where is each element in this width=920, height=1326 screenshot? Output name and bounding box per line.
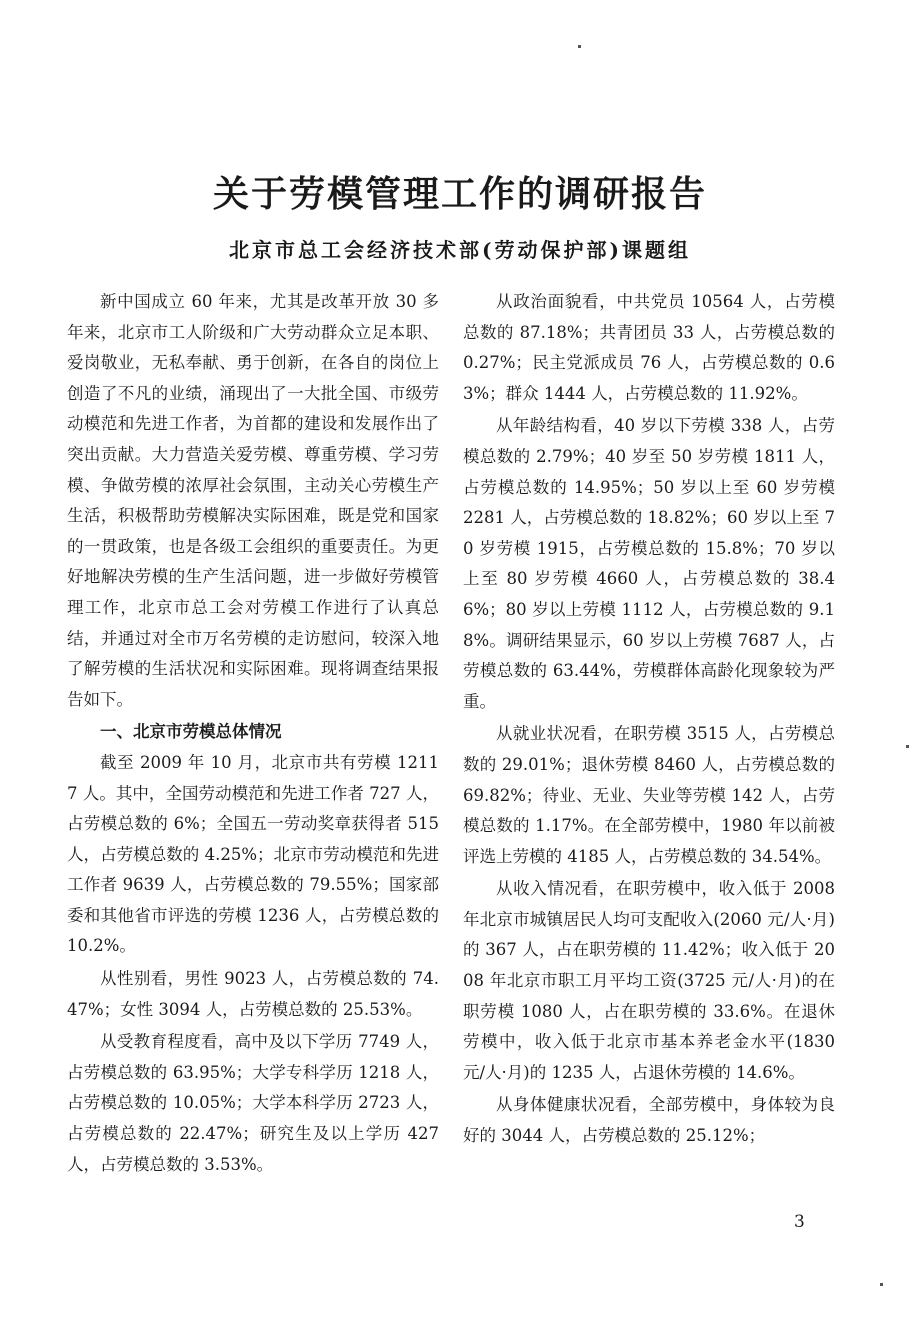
paragraph-income: 从收入情况看，在职劳模中，收入低于 2008 年北京市城镇居民人均可支配收入(2060 元/人·月)的 367 人，占在职劳模的 11.42%；收入低于 2008 年北京市职工月平均工资(3725 元/人·月)的在职劳模 1080 人，占在职劳模的 33.6%。在退休劳模中，收入低于北京市基本养老金水平(1830 元/人·月)的 1235 人，占退休劳模的 14.6%。 (463, 879, 835, 1082)
paragraph-health: 从身体健康状况看，全部劳模中，身体较为良好的 3044 人，占劳模总数的 25.12%； (463, 1095, 835, 1146)
page-number: 3 (794, 1212, 805, 1232)
paragraph-total: 截至 2009 年 10 月，北京市共有劳模 12117 人。其中，全国劳动模范和先进工作者 727 人，占劳模总数的 6%；全国五一劳动奖章获得者 515 人，占劳模总数的 4.25%；北京市劳动模范和先进工作者 9639 人，占劳模总数的 79.55%；国家部委和其他省市评选的劳模 1236 人，占劳模总数的 10.2%。 (67, 752, 439, 956)
section-heading: 一、北京市劳模总体情况 (100, 722, 282, 742)
paragraph-political: 从政治面貌看，中共党员 10564 人，占劳模总数的 87.18%；共青团员 33 人，占劳模总数的 0.27%；民主党派成员 76 人，占劳模总数的 0.63%；群众 1444 人，占劳模总数的 11.92%。 (463, 292, 835, 403)
paragraph-education: 从受教育程度看，高中及以下学历 7749 人，占劳模总数的 63.95%；大学专科学历 1218 人，占劳模总数的 10.05%；大学本科学历 2723 人，占劳模总数的 22.47%；研究生及以上学历 427 人，占劳模总数的 3.53%。 (67, 1032, 439, 1174)
right-column (463, 287, 835, 1154)
scan-speck (880, 1283, 883, 1286)
page-title: 关于劳模管理工作的调研报告 (212, 173, 707, 215)
intro-paragraph: 新中国成立 60 年来，尤其是改革开放 30 多年来，北京市工人阶级和广大劳动群众立足本职、爱岗敬业，无私奉献、勇于创新，在各自的岗位上创造了不凡的业绩，涌现出了一大批全国、市级劳动模范和先进工作者，为首都的建设和发展作出了突出贡献。大力营造关爱劳模、尊重劳模、学习劳模、争做劳模的浓厚社会氛围，主动关心劳模生产生活，积极帮助劳模解决实际困难，既是党和国家的一贯政策，也是各级工会组织的重要责任。为更好地解决劳模的生产生活问题，进一步做好劳模管理工作，北京市总工会对劳模工作进行了认真总结，并通过对全市万名劳模的走访慰问，较深入地了解劳模的生活状况和实际困难。现将调查结果报告如下。 (67, 292, 439, 709)
paragraph-age: 从年龄结构看，40 岁以下劳模 338 人，占劳模总数的 2.79%；40 岁至 50 岁劳模 1811 人，占劳模总数的 14.95%；50 岁以上至 60 岁劳模 2281 人，占劳模总数的 18.82%；60 岁以上至 70 岁劳模 1915，占劳模总数的 15.8%；70 岁以上至 80 岁劳模 4660 人，占劳模总数的 38.46%；80 岁以上劳模 1112 人，占劳模总数的 9.18%。调研结果显示，60 岁以上劳模 7687 人，占劳模总数的 63.44%，劳模群体高龄化现象较为严重。 (463, 416, 835, 711)
author-line: 北京市总工会经济技术部(劳动保护部)课题组 (229, 238, 691, 262)
scan-speck (906, 745, 909, 748)
scan-speck (578, 45, 581, 48)
paragraph-gender: 从性别看，男性 9023 人，占劳模总数的 74.47%；女性 3094 人，占劳模总数的 25.53%。 (67, 969, 439, 1019)
paragraph-employment: 从就业状况看，在职劳模 3515 人，占劳模总数的 29.01%；退休劳模 8460 人，占劳模总数的 69.82%；待业、无业、失业等劳模 142 人，占劳模总数的 1.17%。在全部劳模中，1980 年以前被评选上劳模的 4185 人，占劳模总数的 34.54%。 (463, 724, 835, 866)
left-column (67, 287, 439, 1182)
